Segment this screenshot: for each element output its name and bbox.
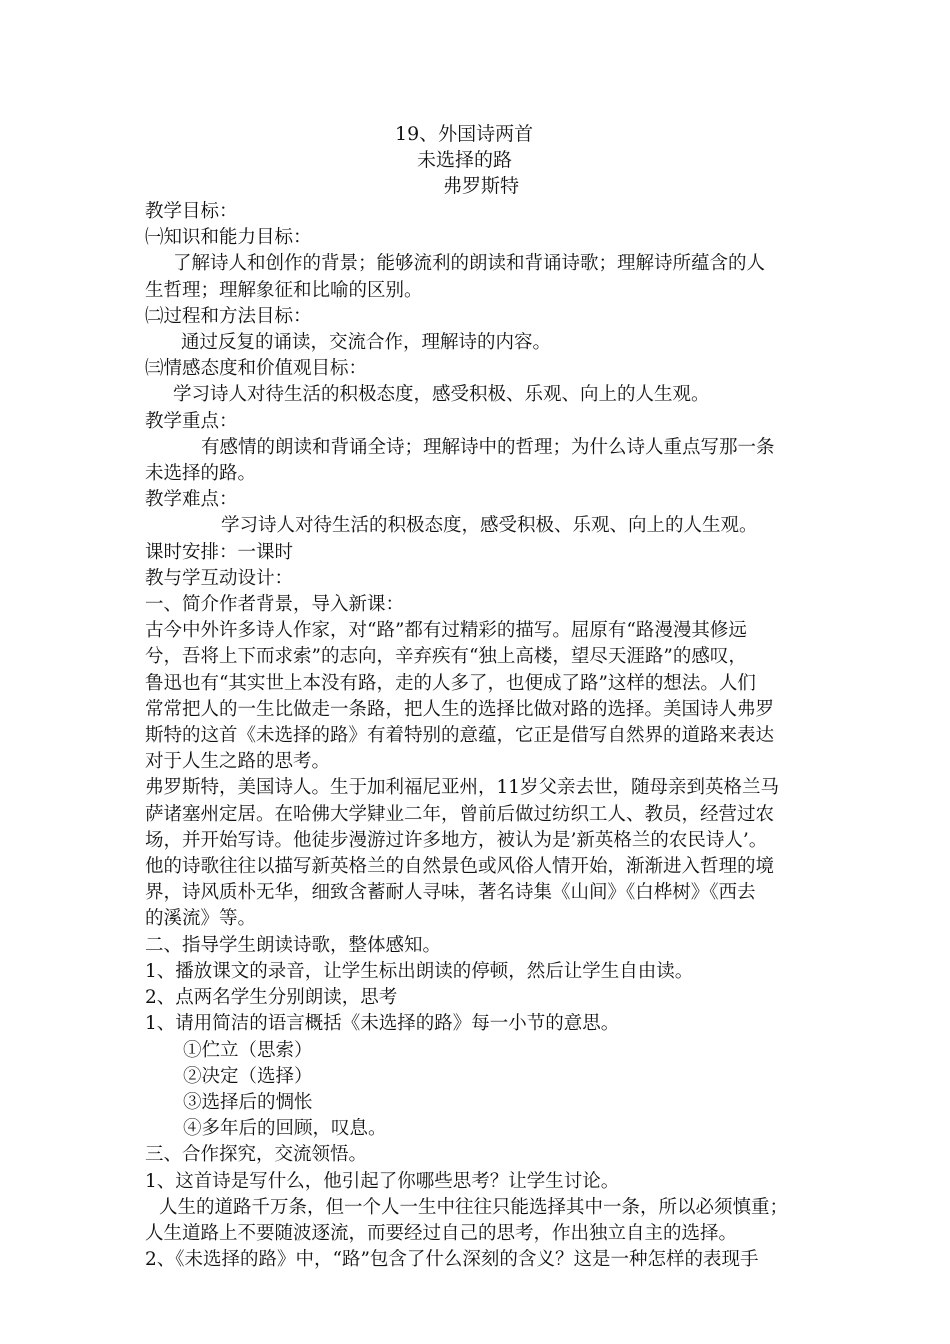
- subsection-heading: ㈠知识和能力目标：: [145, 227, 312, 249]
- paragraph-line: 生哲理；理解象征和比喻的区别。: [145, 279, 423, 301]
- paragraph-line: 斯特的这首《未选择的路》有着特别的意蕴，它正是借写自然界的道路来表达: [145, 725, 775, 747]
- list-item: ④多年后的回顾，叹息。: [183, 1118, 387, 1140]
- section-heading: 教学目标：: [145, 201, 238, 222]
- lesson-plan-body: [145, 199, 815, 1273]
- section-heading: 一、简介作者背景，导入新课：: [145, 594, 405, 616]
- paragraph-line: 弗罗斯特，美国诗人。生于加利福尼亚州，11岁父亲去世，随母亲到英格兰马: [145, 777, 780, 799]
- section-heading: 教与学互动设计：: [145, 567, 294, 589]
- paragraph-line: 有感情的朗读和背诵全诗；理解诗中的哲理；为什么诗人重点写那一条: [201, 436, 775, 458]
- paragraph-line: 他的诗歌往往以描写新英格兰的自然景色或风俗人情开始，渐渐进入哲理的境: [145, 856, 775, 878]
- section-heading: 教学难点：: [145, 489, 238, 511]
- list-item: ①伫立（思索）: [183, 1039, 313, 1061]
- section-heading: 课时安排：一课时: [145, 541, 294, 563]
- paragraph-line: 常常把人的一生比做走一条路，把人生的选择比做对路的选择。美国诗人弗罗: [145, 698, 775, 720]
- list-item: 2、点两名学生分别朗读，思考: [145, 987, 398, 1009]
- list-item: ③选择后的惆怅: [183, 1091, 313, 1113]
- paragraph-line: 界，诗风质朴无华，细致含蓄耐人寻味，著名诗集《山间》《白桦树》《西去: [145, 882, 756, 904]
- paragraph-line: 古今中外许多诗人作家，对“路”都有过精彩的描写。屈原有“路漫漫其修远: [145, 620, 747, 642]
- list-item: 1、请用简洁的语言概括《未选择的路》每一小节的意思。: [145, 1013, 620, 1035]
- author-name: 弗罗斯特: [443, 175, 520, 197]
- subsection-heading: ㈡过程和方法目标：: [145, 305, 312, 327]
- list-item: 2、《未选择的路》中，“路”包含了什么深刻的含义？这是一种怎样的表现手: [145, 1249, 759, 1271]
- paragraph-line: 兮，吾将上下而求索”的志向，辛弃疾有“独上高楼，望尽天涯路”的感叹，: [145, 646, 747, 668]
- poem-title: 未选择的路: [417, 149, 513, 171]
- paragraph-line: 的溪流》等。: [145, 908, 257, 930]
- list-item: ②决定（选择）: [183, 1065, 313, 1087]
- paragraph-line: 人生的道路千万条，但一个人一生中往往只能选择其中一条，所以必须慎重；: [159, 1196, 789, 1218]
- list-item: 1、这首诗是写什么，他引起了你哪些思考？让学生讨论。: [145, 1170, 620, 1192]
- paragraph-line: 通过反复的诵读，交流合作，理解诗的内容。: [181, 332, 552, 354]
- list-item: 1、播放课文的录音，让学生标出朗读的停顿，然后让学生自由读。: [145, 960, 694, 982]
- paragraph-line: 学习诗人对待生活的积极态度，感受积极、乐观、向上的人生观。: [173, 384, 710, 406]
- subsection-heading: ㈢情感态度和价值观目标：: [145, 358, 368, 380]
- paragraph-line: 场，并开始写诗。他徒步漫游过许多地方，被认为是’新英格兰的农民诗人’。: [145, 829, 768, 851]
- paragraph-line: 对于人生之路的思考。: [145, 751, 331, 773]
- paragraph-line: 学习诗人对待生活的积极态度，感受积极、乐观、向上的人生观。: [221, 515, 758, 537]
- section-heading: 二、指导学生朗读诗歌，整体感知。: [145, 934, 442, 956]
- paragraph-line: 萨诸塞州定居。在哈佛大学肄业二年，曾前后做过纺织工人、教员，经营过农: [145, 803, 775, 825]
- section-heading: 教学重点：: [145, 410, 238, 432]
- paragraph-line: 未选择的路。: [145, 463, 257, 485]
- title-block: [0, 121, 950, 199]
- paragraph-line: 人生道路上不要随波逐流，而要经过自己的思考，作出独立自主的选择。: [145, 1222, 738, 1244]
- paragraph-line: 了解诗人和创作的背景；能够流利的朗读和背诵诗歌；理解诗所蕴含的人: [173, 253, 766, 275]
- lesson-title: 19、外国诗两首: [395, 123, 534, 145]
- paragraph-line: 鲁迅也有“其实世上本没有路，走的人多了，也便成了路”这样的想法。人们: [145, 672, 756, 694]
- section-heading: 三、合作探究，交流领悟。: [145, 1144, 368, 1166]
